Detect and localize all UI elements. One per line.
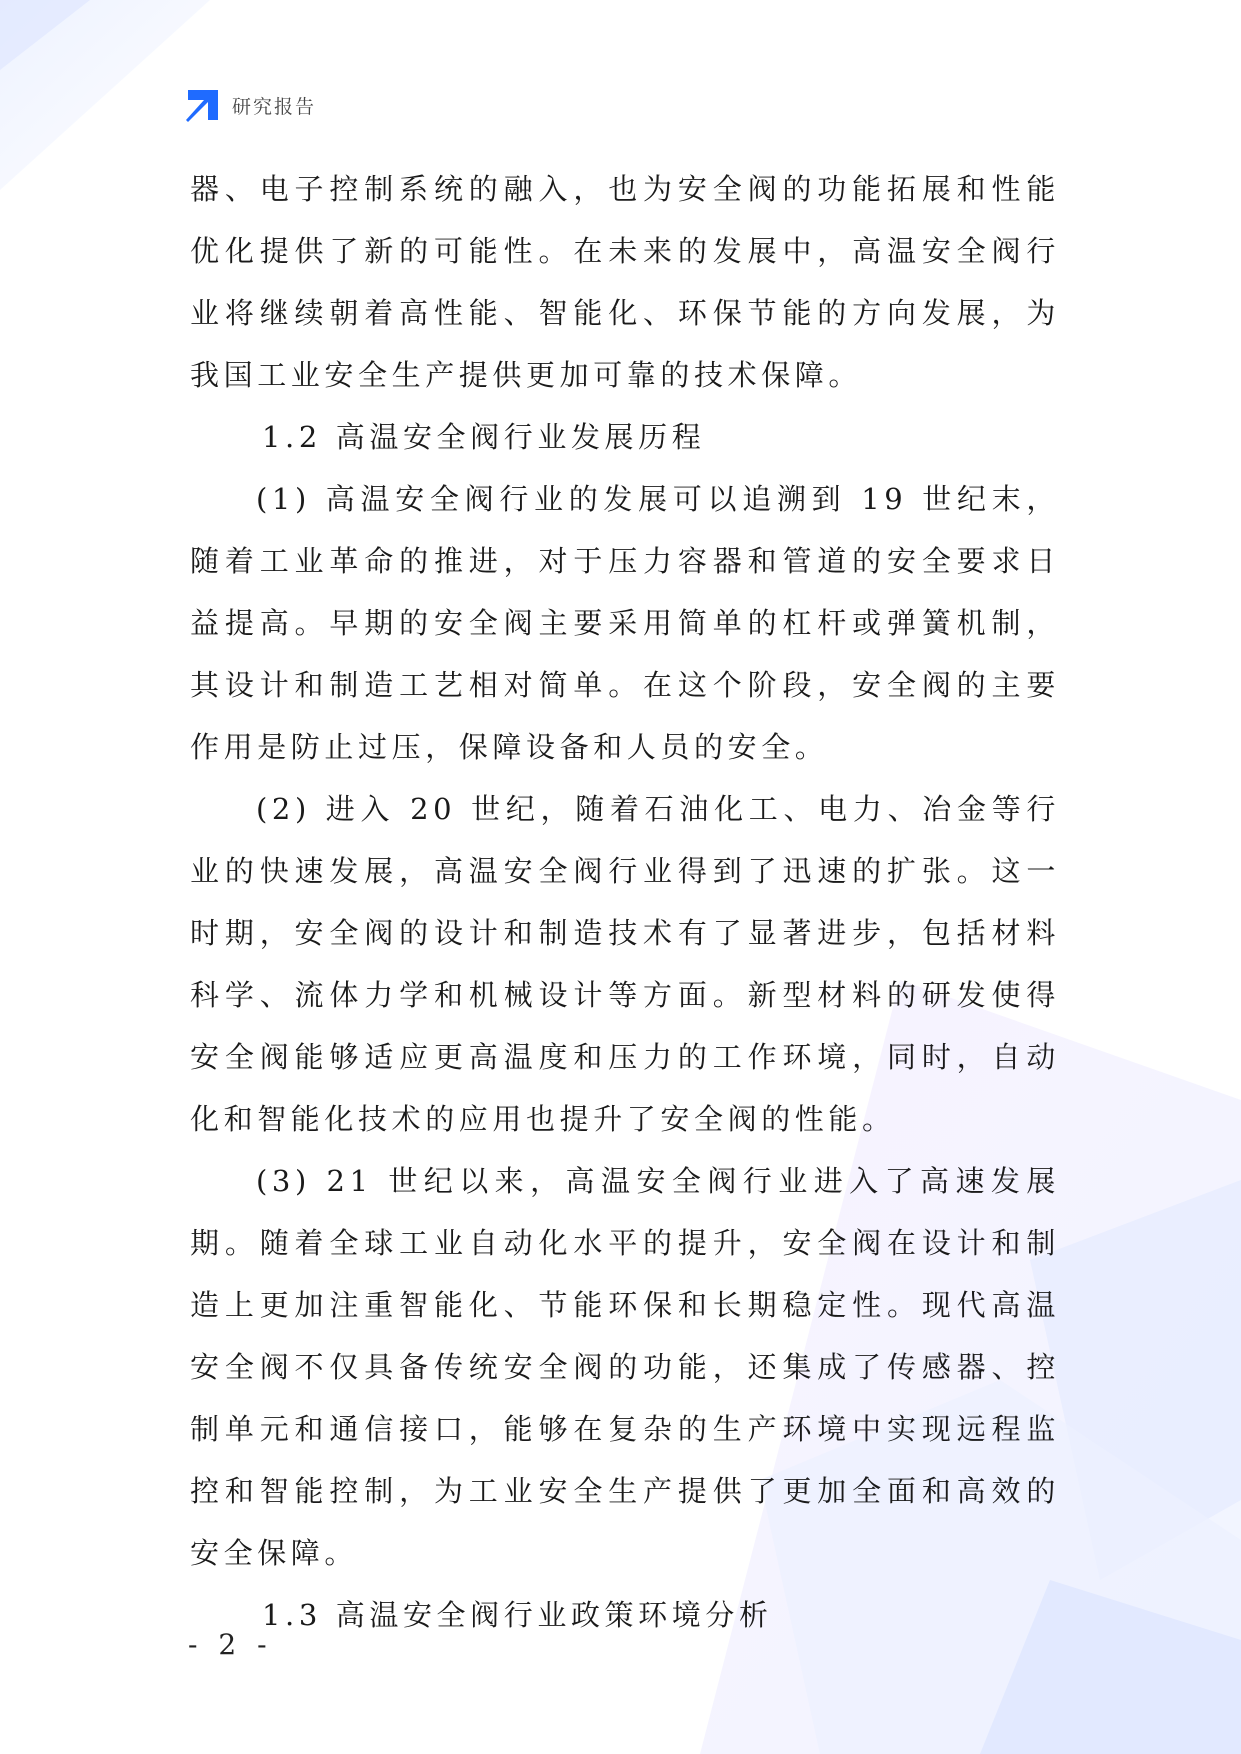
section-heading: 1.2 高温安全阀行业发展历程 [262, 420, 706, 454]
report-header [186, 88, 316, 122]
body-paragraph: (1) 高温安全阀行业的发展可以追溯到 19 世纪末，随着工业革命的推进，对于压力容器和管道的安全要求日益提高。早期的安全阀主要采用简单的杠杆或弹簧机制，其设计和制造工艺相对简单。在这个阶段，安全阀的主要作用是防止过压，保障设备和人员的安全。 [190, 482, 1060, 764]
arrow-logo-icon [186, 88, 220, 122]
body-paragraph: (3) 21 世纪以来，高温安全阀行业进入了高速发展期。随着全球工业自动化水平的提升，安全阀在设计和制造上更加注重智能化、节能环保和长期稳定性。现代高温安全阀不仅具备传统安全阀的功能，还集成了传感器、控制单元和通信接口，能够在复杂的生产环境中实现远程监控和智能控制，为工业安全生产提供了更加全面和高效的安全保障。 [190, 1164, 1060, 1570]
document-body [190, 158, 1060, 1646]
header-title: 研究报告 [232, 95, 317, 118]
page-number: - 2 - [188, 1628, 273, 1661]
body-paragraph: 器、电子控制系统的融入，也为安全阀的功能拓展和性能优化提供了新的可能性。在未来的发展中，高温安全阀行业将继续朝着高性能、智能化、环保节能的方向发展，为我国工业安全生产提供更加可靠的技术保障。 [190, 172, 1060, 392]
section-heading: 1.3 高温安全阀行业政策环境分析 [262, 1598, 773, 1632]
body-paragraph: (2) 进入 20 世纪，随着石油化工、电力、冶金等行业的快速发展，高温安全阀行业得到了迅速的扩张。这一时期，安全阀的设计和制造技术有了显著进步，包括材料科学、流体力学和机械设计等方面。新型材料的研发使得安全阀能够适应更高温度和压力的工作环境，同时，自动化和智能化技术的应用也提升了安全阀的性能。 [190, 792, 1060, 1136]
